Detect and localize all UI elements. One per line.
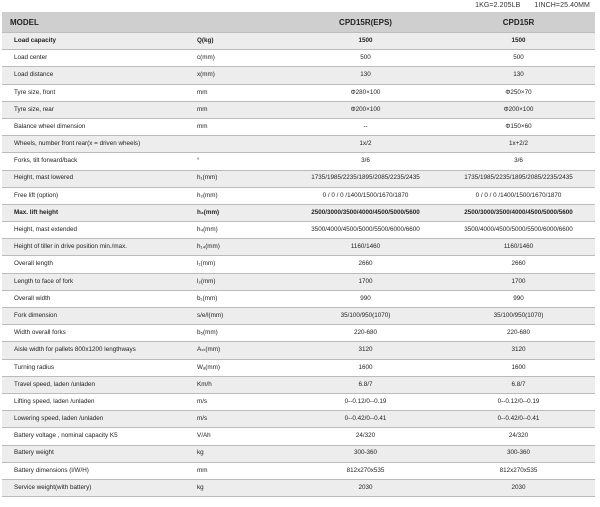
row-unit: h₂(mm) [194,187,289,204]
row-unit: l₂(mm) [194,273,289,290]
table-row [2,204,595,221]
row-label: Tyre size, front [2,84,194,101]
row-unit: b₅(mm) [194,325,289,342]
table-row [2,239,595,256]
table-row [2,153,595,170]
row-label: Height, mast lowered [2,170,194,187]
table-row [2,273,595,290]
row-unit: Aₛₜ(mm) [194,342,289,359]
row-value-eps: 3/6 [289,153,442,170]
row-value-std: 3120 [442,342,595,359]
table-row [2,428,595,445]
row-value-eps: 2500/3000/3500/4000/4500/5000/5600 [289,204,442,221]
row-label: Wheels, number front rear(x = driven wheels) [2,136,194,153]
row-label: Aisle width for pallets 800x1200 lengthways [2,342,194,359]
row-value-std: 300-360 [442,445,595,462]
row-unit: l₁(mm) [194,256,289,273]
row-value-std: 3500/4000/4500/5000/5500/6000/6600 [442,222,595,239]
row-label: Load distance [2,67,194,84]
row-unit: Q(kg) [194,33,289,50]
table-row [2,411,595,428]
inch-conversion: 1INCH=25.40MM [534,2,590,9]
row-value-eps: 990 [289,290,442,307]
row-label: Overall length [2,256,194,273]
row-value-eps: -- [289,118,442,135]
table-row [2,84,595,101]
row-unit [194,136,289,153]
row-unit: m/s [194,393,289,410]
row-unit: mm [194,462,289,479]
row-value-eps: 1160/1460 [289,239,442,256]
table-row [2,256,595,273]
row-value-eps: 220-680 [289,325,442,342]
row-value-std: 130 [442,67,595,84]
row-label: Turning radius [2,359,194,376]
row-label: Max. lift height [2,204,194,221]
row-label: Load capacity [2,33,194,50]
row-value-eps: 812x270x535 [289,462,442,479]
row-unit: b₁(mm) [194,290,289,307]
row-label: Height, mast extended [2,222,194,239]
table-row [2,101,595,118]
row-label: Load center [2,50,194,67]
row-value-std: 990 [442,290,595,307]
row-value-eps: 6.8/7 [289,376,442,393]
row-unit: ° [194,153,289,170]
row-label: Width overall forks [2,325,194,342]
row-label: Length to face of fork [2,273,194,290]
row-value-std: 0--0.12/0--0.19 [442,393,595,410]
row-label: Tyre size, rear [2,101,194,118]
row-value-eps: 0--0.12/0--0.19 [289,393,442,410]
row-label: Battery dimensions (l/W/H) [2,462,194,479]
row-value-std: 6.8/7 [442,376,595,393]
table-row [2,170,595,187]
row-value-eps: Φ280×100 [289,84,442,101]
row-unit: mm [194,84,289,101]
kg-conversion: 1KG=2.205LB [475,2,521,9]
row-value-std: 1600 [442,359,595,376]
row-unit: s/e/l(mm) [194,308,289,325]
row-value-std: Φ200×100 [442,101,595,118]
table-row [2,393,595,410]
row-value-std: 812x270x535 [442,462,595,479]
row-value-eps: 300-360 [289,445,442,462]
header-cpd15r: CPD15R [442,12,595,33]
row-unit: mm [194,118,289,135]
row-value-eps: 1x/2 [289,136,442,153]
row-label: Lifting speed, laden /unladen [2,393,194,410]
row-label: Fork dimension [2,308,194,325]
header-unit [194,12,289,33]
row-unit: h₃(mm) [194,204,289,221]
row-unit: h₄(mm) [194,222,289,239]
row-label: Height of tiller in drive position min./max. [2,239,194,256]
row-unit: h₁₄(mm) [194,239,289,256]
row-unit: kg [194,479,289,496]
table-row [2,325,595,342]
row-value-std: Φ250×70 [442,84,595,101]
row-value-std: Φ150×60 [442,118,595,135]
row-label: Forks, tilt forward/back [2,153,194,170]
row-value-std: 24/320 [442,428,595,445]
row-value-std: 1700 [442,273,595,290]
row-value-eps: 1600 [289,359,442,376]
row-unit: h₁(mm) [194,170,289,187]
row-label: Balance wheel dimension [2,118,194,135]
row-value-eps: 3120 [289,342,442,359]
table-header [2,12,595,33]
row-value-std: 220-680 [442,325,595,342]
row-value-eps: 2660 [289,256,442,273]
row-value-eps: 500 [289,50,442,67]
row-label: Service weight(with battery) [2,479,194,496]
row-value-std: 0 / 0 / 0 /1400/1500/1670/1870 [442,187,595,204]
spec-table [2,12,595,497]
spec-rows [2,33,595,497]
row-value-eps: 3500/4000/4500/5000/5500/6000/6600 [289,222,442,239]
header-model: MODEL [2,12,194,33]
row-value-std: 1735/1985/2235/1895/2085/2235/2435 [442,170,595,187]
table-row [2,136,595,153]
row-value-eps: 0--0.42/0--0.41 [289,411,442,428]
row-label: Lowering speed, laden /unladen [2,411,194,428]
row-value-eps: 2030 [289,479,442,496]
table-row [2,342,595,359]
row-value-std: 2660 [442,256,595,273]
row-value-std: 3/6 [442,153,595,170]
row-label: Travel speed, laden /unladen [2,376,194,393]
row-label: Overall width [2,290,194,307]
row-value-eps: 1500 [289,33,442,50]
table-row [2,308,595,325]
table-row [2,50,595,67]
table-row [2,445,595,462]
row-label: Free lift (option) [2,187,194,204]
row-value-std: 35/100/950(1070) [442,308,595,325]
row-value-std: 0--0.42/0--0.41 [442,411,595,428]
row-unit: c(mm) [194,50,289,67]
table-row [2,67,595,84]
row-unit: V/Ah [194,428,289,445]
unit-conversions [475,2,590,9]
table-row [2,462,595,479]
row-value-eps: Φ200×100 [289,101,442,118]
row-value-eps: 130 [289,67,442,84]
table-row [2,479,595,496]
row-value-std: 1160/1460 [442,239,595,256]
table-row [2,33,595,50]
row-value-eps: 24/320 [289,428,442,445]
row-label: Battery weight [2,445,194,462]
row-unit: mm [194,101,289,118]
row-value-std: 2030 [442,479,595,496]
table-row [2,222,595,239]
row-unit: x(mm) [194,67,289,84]
row-value-std: 1x+2/2 [442,136,595,153]
row-value-std: 1500 [442,33,595,50]
row-value-eps: 0 / 0 / 0 /1400/1500/1670/1870 [289,187,442,204]
row-value-std: 2500/3000/3500/4000/4500/5000/5600 [442,204,595,221]
table-row [2,187,595,204]
row-unit: kg [194,445,289,462]
row-value-eps: 1700 [289,273,442,290]
row-value-eps: 1735/1985/2235/1895/2085/2235/2435 [289,170,442,187]
table-row [2,376,595,393]
header-cpd15r-eps: CPD15R(EPS) [289,12,442,33]
table-row [2,118,595,135]
row-unit: m/s [194,411,289,428]
row-value-std: 500 [442,50,595,67]
row-label: Battery voltage , nominal capacity K5 [2,428,194,445]
table-row [2,290,595,307]
row-unit: Km/h [194,376,289,393]
table-row [2,359,595,376]
row-value-eps: 35/100/950(1070) [289,308,442,325]
row-unit: Wₐ(mm) [194,359,289,376]
